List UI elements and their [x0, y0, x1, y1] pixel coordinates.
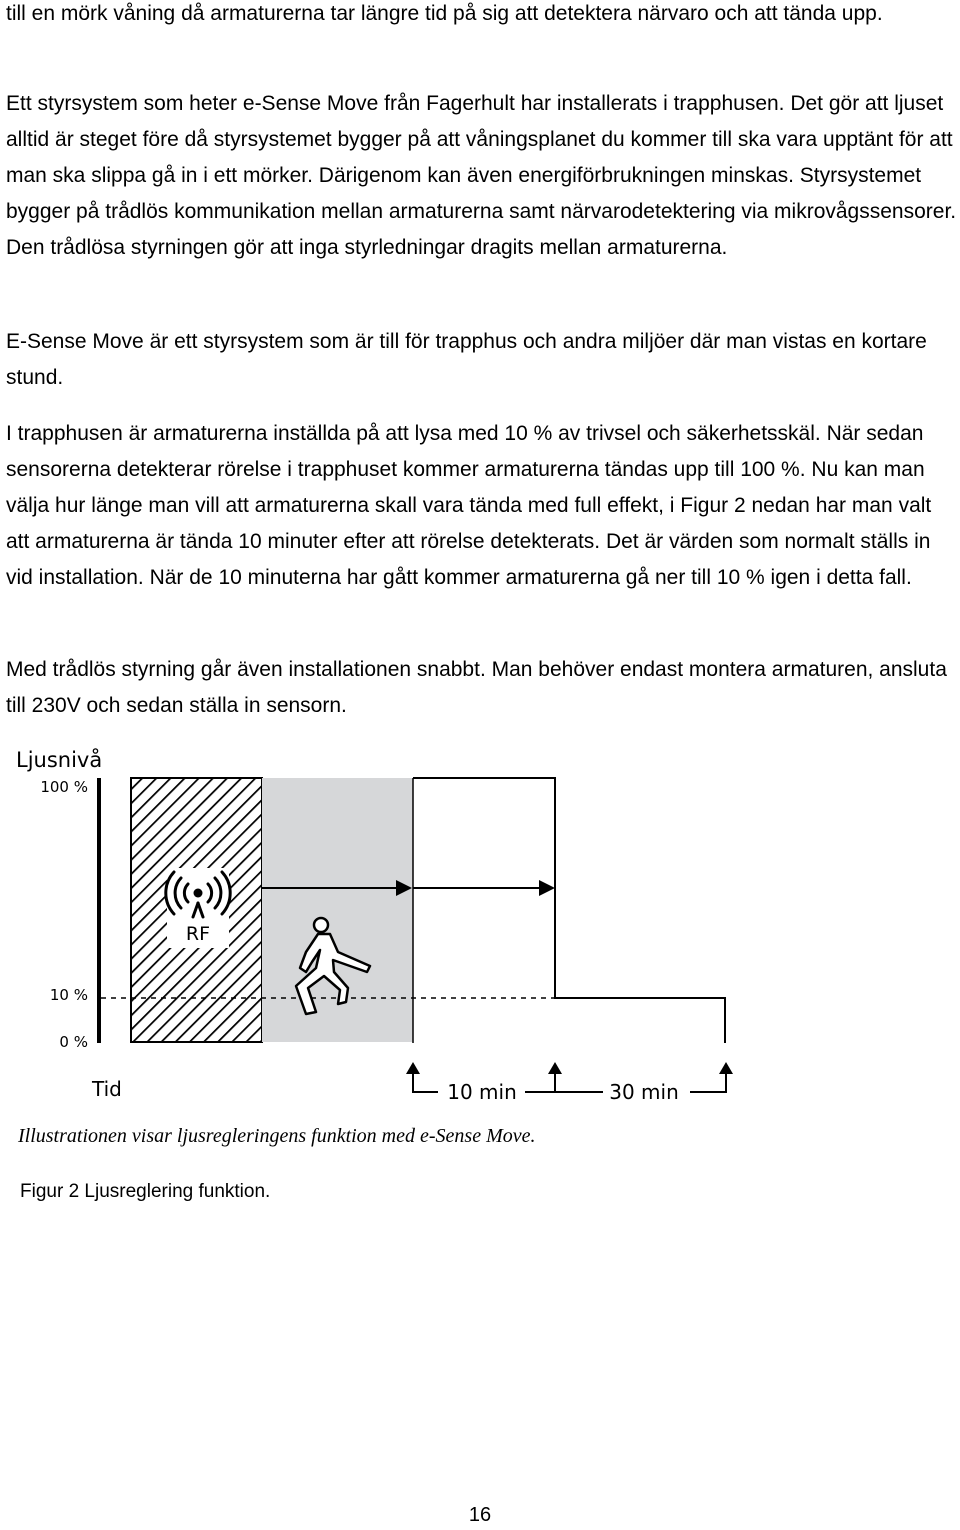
figure-illustration-caption: Illustrationen visar ljusregleringens funktion med e-Sense Move. — [18, 1125, 536, 1147]
paragraph-tradlos: Med trådlös styrning går även installationen snabbt. Man behöver endast montera armaturen, ansluta till 230V och sedan ställa in sensorn. — [6, 658, 947, 717]
y-axis-title: Ljusnivå — [16, 748, 103, 772]
paragraph-intro: till en mörk våning då armaturerna tar längre tid på sig att detektera närvaro och att tända upp. — [6, 2, 883, 25]
level-0-label: 0 % — [59, 1033, 88, 1051]
interval-10-min-label: 10 min — [447, 1080, 517, 1104]
arrow-head-30min — [539, 880, 555, 896]
marker-arrow-10min — [548, 1062, 562, 1074]
x-axis-title: Tid — [92, 1077, 122, 1101]
paragraph-e-sense-move: E-Sense Move är ett styrsystem som är till för trapphus och andra miljöer där man vistas en kortare stund. — [6, 330, 927, 389]
figure-caption: Figur 2 Ljusreglering funktion. — [20, 1181, 271, 1202]
rf-label: RF — [185, 923, 211, 945]
paragraph-installning: I trapphusen är armaturerna inställda på att lysa med 10 % av trivsel och säkerhetsskäl. När sedan sensorerna detekterar rörelse i trapphuset kommer armaturerna tändas upp till 100 %. Nu kan man välja hur länge man vill att armaturerna skall vara tända med full effekt, i Figur 2 nedan har man valt att armaturerna är tända 10 minuter efter att rörelse detekterats. Det är värden som normalt ställs in vid installation. När de 10 minuterna har gått kommer armaturerna gå ner till 10 % igen i detta fall. — [6, 422, 932, 589]
paragraph-styrsystem: Ett styrsystem som heter e-Sense Move från Fagerhult har installerats i trapphusen. Det gör att ljuset alltid är steget före då styrsystemet bygger på att våningsplanet du kommer till ska vara upptänt för att man ska slippa gå in i ett mörker. Därigenom kan även energiförbrukningen minskas. Styrsystemet bygger på trådlös kommunikation mellan armaturerna samt närvarodetektering via mikrovågssensorer. Den trådlösa styrningen gör att inga styrledningar dragits mellan armaturerna. — [6, 92, 957, 259]
level-10-label: 10 % — [49, 986, 88, 1004]
interval-30-min-label: 30 min — [609, 1080, 679, 1104]
marker-arrow-start — [406, 1062, 420, 1074]
level-100-label: 100 % — [40, 778, 88, 796]
light-level-outline — [413, 778, 725, 1043]
y-axis-line — [97, 778, 101, 1043]
marker-arrow-30min — [719, 1062, 733, 1074]
light-level-figure — [0, 740, 960, 1120]
page-number: 16 — [468, 1504, 492, 1526]
